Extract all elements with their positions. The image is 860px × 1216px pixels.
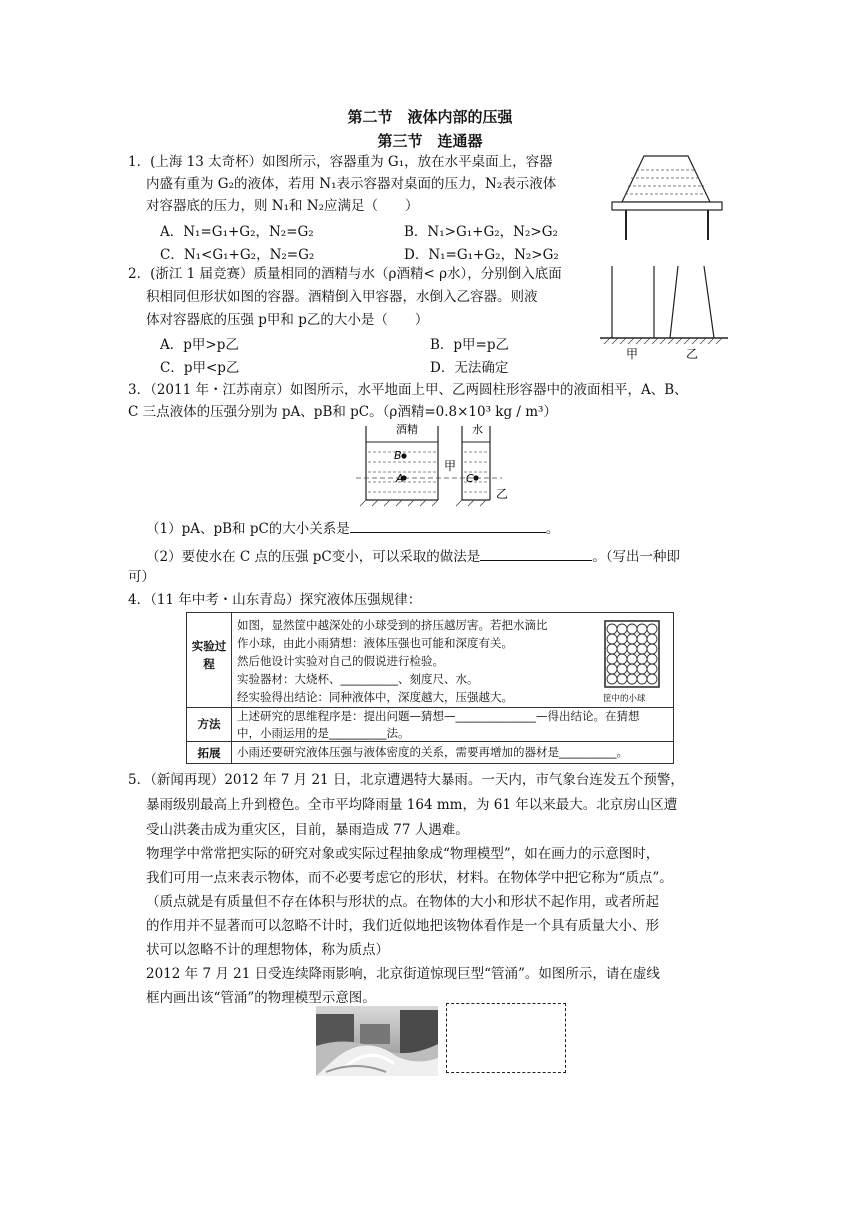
q5-line-5: 我们可用一点来表示物体，而不必要考虑它的形状，材料。在物体学中把它称为“质点”。 — [146, 870, 673, 886]
q4-line-1: 4．（11 年中考・山东青岛）探究液体压强规律： — [128, 592, 422, 608]
basket-caption: 筐中的小球 — [603, 694, 646, 704]
q3-sub-1-end: 。 — [545, 521, 560, 537]
method-row — [187, 707, 673, 741]
exp-line-2: 作小球，由此小雨猜想：液体压强也可能和深度有关。 — [237, 636, 513, 650]
q5-line-4: 物理学中常常把实际的研究对象或实际过程抽象成“物理模型”，如在画力的示意图时， — [146, 846, 660, 862]
q3-line-1: 3．（2011 年・江苏南京）如图所示，水平地面上甲、乙两圆柱形容器中的液面相平，A、B、 — [128, 382, 688, 398]
basket-of-balls-figure — [601, 617, 665, 707]
q1-option-a: A．N₁=G₁+G₂，N₂=G₂ — [160, 224, 314, 240]
q2-line-2: 积相同但形状如图的容器。酒精倒入甲容器，水倒入乙容器。则液 — [146, 289, 538, 305]
q2-option-b: B．p甲=p乙 — [430, 337, 510, 353]
q5-line-6: （质点就是有质量但不存在体积与形状的点。在物体的大小和形状不起作用，或者所起 — [146, 894, 659, 910]
q1-option-c: C．N₁<G₁+G₂，N₂=G₂ — [160, 247, 315, 263]
q3-label-shui: 水 — [472, 423, 483, 436]
exp-line-1: 如图，显然筐中越深处的小球受到的挤压越厉害。若把水滴比 — [237, 618, 548, 632]
q3-label-jiujing: 酒精 — [396, 423, 418, 436]
q5-line-1: 5．（新闻再现）2012 年 7 月 21 日，北京遭遇特大暴雨。一天内，市气象台连发五个预警， — [128, 772, 684, 788]
q1-option-d: D．N₁=G₁+G₂，N₂>G₂ — [404, 247, 559, 263]
q3-answer-blank-1[interactable] — [350, 518, 546, 533]
label-experiment-process: 实验过程 — [191, 639, 227, 671]
q5-line-9: 2012 年 7 月 21 日受连续降雨影响，北京街道惊现巨型“管涌”。如图所示，请在虚线 — [146, 966, 660, 982]
q3-sub-1 — [146, 518, 559, 539]
flood-photo — [316, 1006, 438, 1076]
q3-label-yi: 乙 — [496, 487, 509, 501]
label-extension: 拓展 — [197, 746, 221, 760]
q3-point-a: A — [396, 472, 404, 485]
q2-label-jia: 甲 — [626, 347, 639, 361]
q1-container-figure — [606, 150, 728, 242]
q3-sub-2-line-2: 可） — [128, 569, 155, 585]
q3-point-b: B — [394, 449, 402, 462]
q5-line-7: 的作用并不显著而可以忽略不计时，我们近似地把该物体看作是一个具有质量大小、形 — [146, 918, 659, 934]
q1-line-2: 内盛有重为 G₂的液体，若用 N₁表示容器对桌面的压力，N₂表示液体 — [146, 176, 557, 192]
q2-option-a: A．p甲>p乙 — [160, 337, 239, 353]
q3-sub-1-text: （1）pA、pB和 pC的大小关系是 — [146, 521, 350, 537]
label-method: 方法 — [197, 717, 221, 731]
q3-sub-2-end: 。（写出一种即 — [592, 549, 681, 565]
method-line-1: 上述研究的思维程序是：提出问题—猜想—______________—得出结论。在猜想 — [237, 709, 640, 723]
section-title-2: 第二节 液体内部的压强 — [347, 108, 513, 126]
q5-line-10: 框内画出该“管涌”的物理模型示意图。 — [146, 990, 376, 1006]
q5-line-8: 状可以忽略不计的理想物体，称为质点） — [146, 942, 389, 958]
q2-option-c: C．p甲<p乙 — [160, 360, 240, 376]
q2-containers-figure — [596, 262, 732, 362]
q1-line-3: 对容器底的压力，则 N₁和 N₂应满足（ ） — [146, 198, 419, 214]
extension-line-1: 小雨还要研究液体压强与液体密度的关系，需要再增加的器材是__________。 — [237, 745, 628, 759]
method-line-2: 中，小雨运用的是__________法。 — [237, 726, 410, 740]
q2-option-d: D．无法确定 — [430, 360, 509, 376]
q4-experiment-table — [186, 612, 674, 764]
q3-line-2: C 三点液体的压强分别为 pA、pB和 pC。（ρ酒精=0.8×10³ kg / m³） — [128, 404, 557, 420]
q5-line-2: 暴雨级别最高上升到橙色。全市平均降雨量 164 mm，为 61 年以来最大。北京房山区遭 — [146, 797, 678, 813]
exp-line-4: 实验器材：大烧杯、__________、刻度尺、水。 — [237, 672, 479, 686]
q1-option-b: B．N₁>G₁+G₂，N₂>G₂ — [404, 224, 558, 240]
exp-line-5: 经实验得出结论：同种液体中，深度越大，压强越大。 — [237, 690, 513, 704]
q2-label-yi: 乙 — [686, 347, 699, 361]
q5-line-3: 受山洪袭击成为重灾区，目前，暴雨造成 77 人遇难。 — [146, 822, 469, 838]
extension-row — [187, 741, 673, 763]
q1-line-1: 1．(上海 13 太奇杯）如图所示，容器重为 G₁，放在水平桌面上，容器 — [128, 154, 553, 170]
q3-answer-blank-2[interactable] — [480, 546, 592, 561]
q3-sub-2-text: （2）要使水在 C 点的压强 pC变小，可以采取的做法是 — [146, 549, 481, 565]
q3-point-c: C — [466, 472, 474, 485]
q2-line-1: 2．(浙江 1 届竞赛）质量相同的酒精与水（ρ酒精< ρ水），分别倒入底面 — [128, 266, 562, 282]
q2-line-3: 体对容器底的压强 p甲和 p乙的大小是（ ） — [146, 312, 429, 328]
exp-line-3: 然后他设计实验对自己的假说进行检验。 — [237, 654, 444, 668]
drawing-answer-frame[interactable] — [446, 1003, 566, 1073]
section-title-3: 第三节 连通器 — [377, 132, 483, 150]
q3-sub-2 — [146, 546, 680, 567]
q3-containers-figure — [352, 420, 522, 508]
q3-label-jia: 甲 — [444, 459, 457, 473]
